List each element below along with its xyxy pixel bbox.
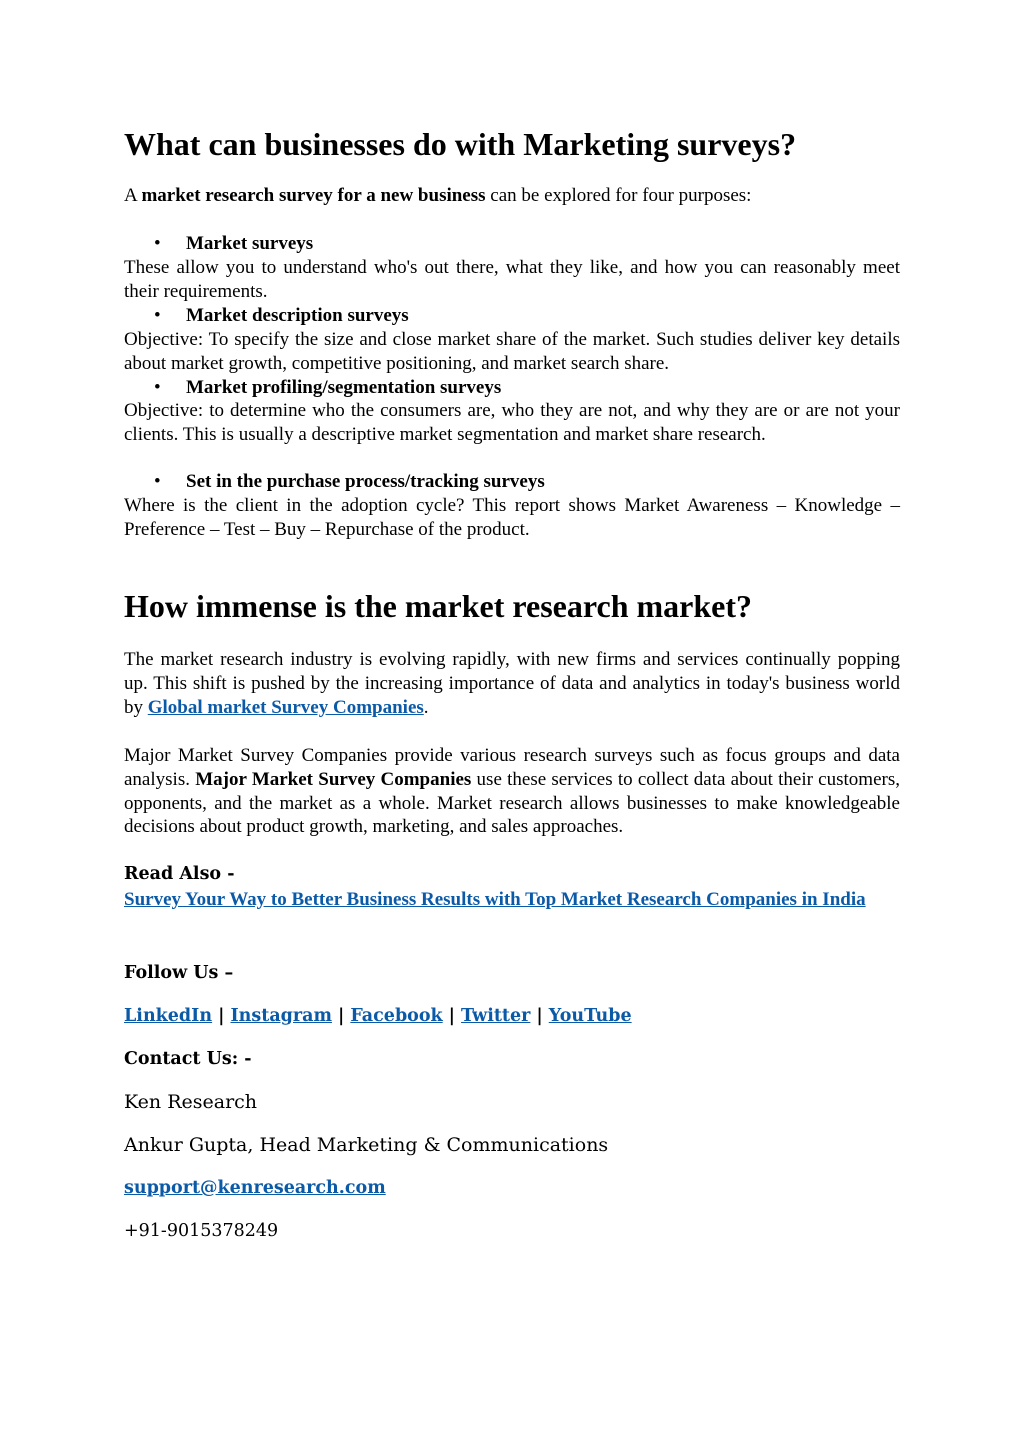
linkedin-link[interactable]: LinkedIn (124, 1006, 213, 1026)
social-links-row (124, 1004, 632, 1028)
contact-email-link[interactable]: support@kenresearch.com (124, 1178, 386, 1198)
bullet-dot: • (154, 305, 161, 326)
separator: | (337, 1006, 345, 1026)
bullet-heading: Market description surveys (186, 305, 409, 326)
intro-paragraph (124, 184, 900, 208)
bullet-text-market-surveys: These allow you to understand who's out there, what they like, and how you can reasonably meet their requirements. (124, 257, 900, 302)
instagram-link[interactable]: Instagram (230, 1006, 332, 1026)
follow-us-label: Follow Us – (124, 963, 234, 983)
read-also-label: Read Also - (124, 864, 235, 884)
facebook-link[interactable]: Facebook (350, 1006, 443, 1026)
para2-bold: Major Market Survey Companies (195, 768, 472, 790)
market-paragraph-1 (124, 648, 900, 719)
intro-suffix: can be explored for four purposes: (485, 185, 752, 206)
bullet-heading: Set in the purchase process/tracking surveys (186, 471, 545, 492)
para2-text-b: use these services to collect data about their customers, opponents, and the market as a whole. Market research allows businesses to make knowledgeable decisions about product growth, marketing, and sales approaches. (124, 768, 900, 838)
para1-text: The market research industry is evolving rapidly, with new firms and services continually popping up. This shift is pushed by the increasing importance of data and analytics in today's business world by (124, 649, 900, 718)
youtube-link[interactable]: YouTube (548, 1006, 632, 1026)
bullet-dot: • (154, 377, 161, 398)
twitter-link[interactable]: Twitter (461, 1006, 531, 1026)
separator: | (218, 1006, 225, 1026)
contact-email-row (124, 1176, 386, 1200)
contact-person: Ankur Gupta, Head Marketing & Communications (124, 1134, 609, 1156)
bullet-text-market-profiling: Objective: to determine who the consumers are, who they are not, and why they are or are not your clients. This is usually a descriptive market segmentation and market share research. (124, 400, 900, 445)
para2-text-a: Major Market Survey Companies provide various research surveys such as focus groups and data analysis. (124, 745, 900, 790)
contact-phone: +91-9015378249 (124, 1221, 279, 1241)
bullet-text-market-description: Objective: To specify the size and close market share of the market. Such studies deliver key details about market growth, competitive positioning, and market search share. (124, 329, 900, 374)
bullet-text-purchase-process: Where is the client in the adoption cycle? This report shows Market Awareness – Knowledge – Preference – Test – Buy – Repurchase of the product. (124, 495, 900, 540)
contact-company: Ken Research (124, 1091, 258, 1113)
para1-end: . (423, 696, 429, 718)
bullet-dot: • (154, 233, 161, 254)
separator: | (448, 1006, 456, 1026)
contact-us-label: Contact Us: - (124, 1049, 252, 1069)
bullet-heading: Market profiling/segmentation surveys (186, 377, 502, 398)
read-also-paragraph (124, 888, 900, 912)
section-title-marketing-surveys: What can businesses do with Marketing surveys? (124, 126, 797, 162)
bullet-heading: Market surveys (186, 233, 314, 254)
separator: | (536, 1006, 543, 1026)
read-also-link[interactable]: Survey Your Way to Better Business Results with Top Market Research Companies in India (124, 889, 866, 910)
bullet-dot: • (154, 471, 161, 492)
global-market-survey-link[interactable]: Global market Survey Companies (147, 696, 424, 718)
intro-prefix: A (124, 185, 142, 206)
section-title-market-size: How immense is the market research market? (124, 588, 752, 624)
market-paragraph-2 (124, 744, 900, 839)
intro-bold: market research survey for a new business (141, 185, 486, 206)
